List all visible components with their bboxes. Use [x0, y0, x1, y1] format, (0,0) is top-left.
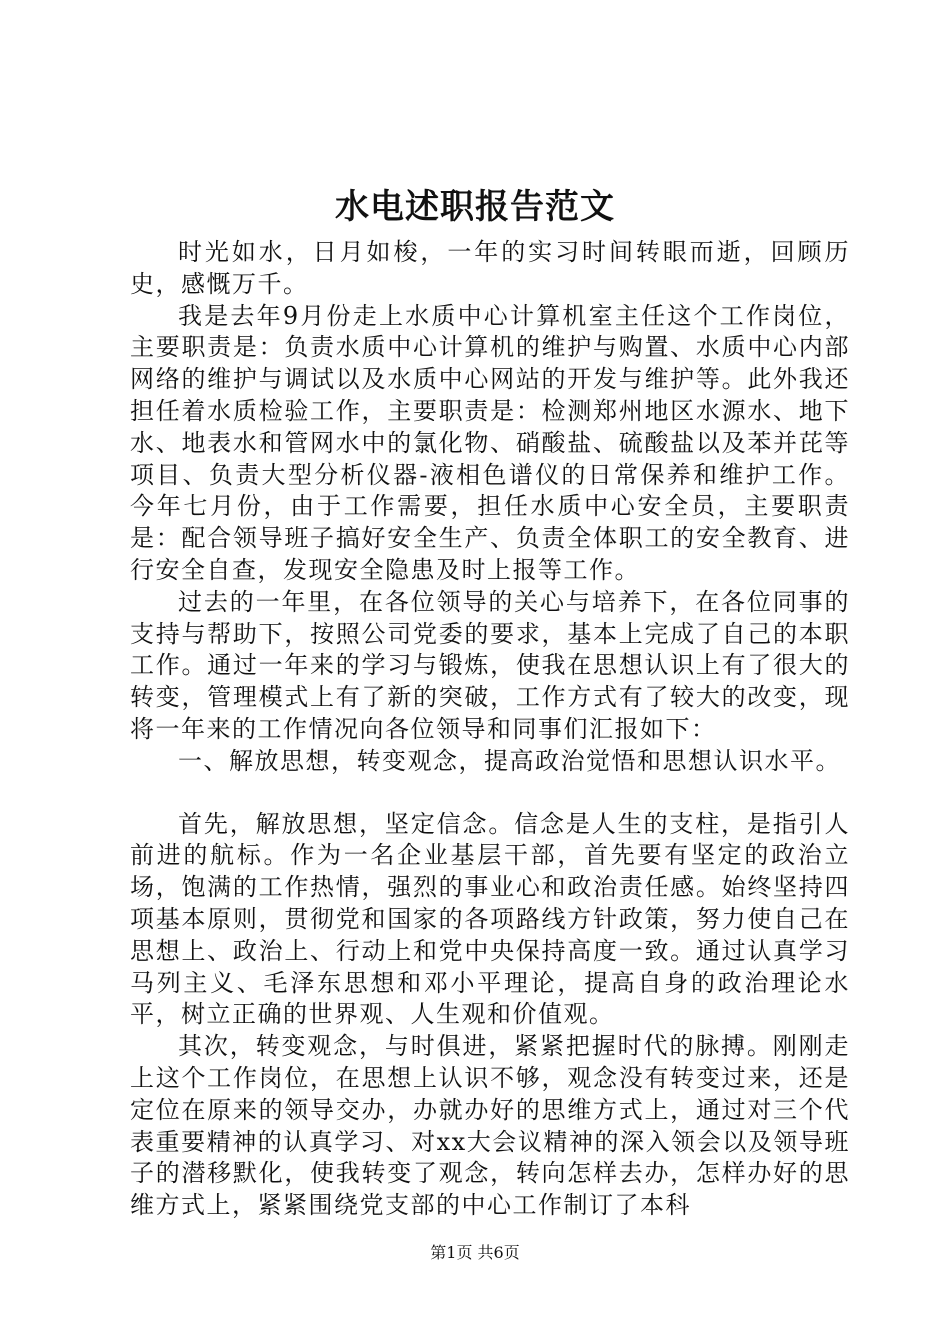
paragraph-past-year: 过去的一年里，在各位领导的关心与培养下，在各位同事的支持与帮助下，按照公司党委的要求，基本上完成了自己的本职工作。通过一年来的学习与锻炼，使我在思想认识上有了很大的转变，管理模式上有了新的突破，工作方式有了较大的改变，现将一年来的工作情况向各位领导和同事们汇报如下：: [130, 587, 850, 743]
document-title: 水电述职报告范文: [335, 187, 615, 227]
document-body: [130, 237, 850, 1222]
paragraph-duties: 我是去年9月份走上水质中心计算机室主任这个工作岗位，主要职责是：负责水质中心计算机的维护与购置、水质中心内部网络的维护与调试以及水质中心网站的开发与维护等。此外我还担任着水质检验工作，主要职责是：检测郑州地区水源水、地下水、地表水和管网水中的氯化物、硝酸盐、硫酸盐以及苯并芘等项目、负责大型分析仪器-液相色谱仪的日常保养和维护工作。今年七月份，由于工作需要，担任水质中心安全员，主要职责是：配合领导班子搞好安全生产、负责全体职工的安全教育、进行安全自查，发现安全隐患及时上报等工作。: [130, 301, 850, 584]
section-heading-1: 一、解放思想，转变观念，提高政治觉悟和思想认识水平。: [178, 746, 841, 775]
paragraph-intro: 时光如水，日月如梭，一年的实习时间转眼而逝，回顾历史，感慨万千。: [130, 238, 850, 298]
paragraph-first: 首先，解放思想，坚定信念。信念是人生的支柱，是指引人前进的航标。作为一名企业基层干部，首先要有坚定的政治立场，饱满的工作热情，强烈的事业心和政治责任感。始终坚持四项基本原则，贯彻党和国家的各项路线方针政策，努力使自己在思想上、政治上、行动上和党中央保持高度一致。通过认真学习马列主义、毛泽东思想和邓小平理论，提高自身的政治理论水平，树立正确的世界观、人生观和价值观。: [130, 809, 850, 1029]
paragraph-second: 其次，转变观念，与时俱进，紧紧把握时代的脉搏。刚刚走上这个工作岗位，在思想上认识不够，观念没有转变过来，还是定位在原来的领导交办，办就办好的思维方式上，通过对三个代表重要精神的认真学习、对xx大会议精神的深入领会以及领导班子的潜移默化，使我转变了观念，转向怎样去办，怎样办好的思维方式上，紧紧围绕党支部的中心工作制订了本科: [130, 1032, 850, 1220]
page-number: 第1页 共6页: [430, 1243, 520, 1262]
